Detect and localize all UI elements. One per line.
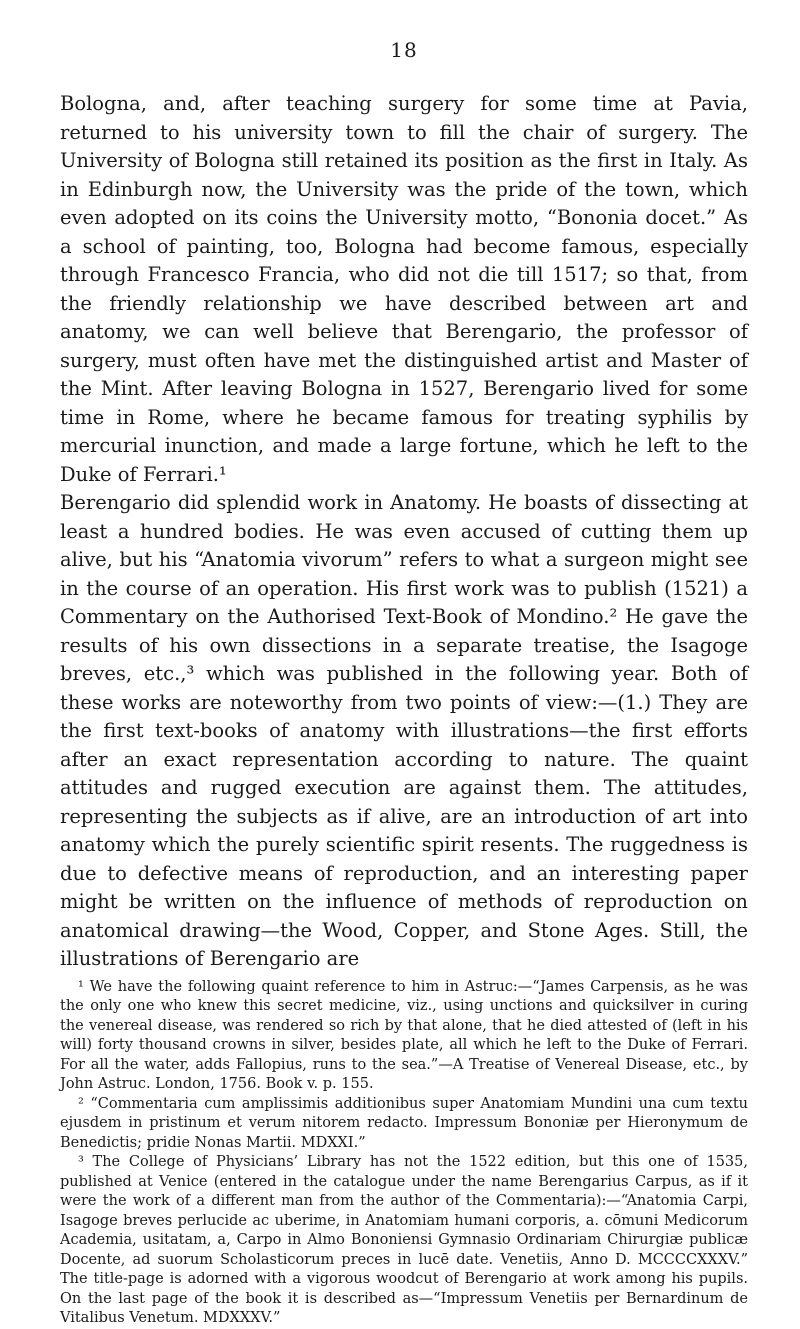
paragraph: Berengario did splendid work in Anatomy. He boasts of dissecting at least a hundred bodies. He was even accused of cutting them up alive, but his “Anatomia vivorum” refers to what a surgeon might see in the course of an operation. His first work was to publish (1521) a Commentary on the Authorised Text-Book of Mondino.² He gave the results of his own dissections in a separate treatise, the Isagoge breves, etc.,³ which was published in the following year. Both of these works are noteworthy from two points of view:—(1.) They are the first text-books of anatomy with illustrations—the first efforts after an exact representation according to nature. The quaint attitudes and rugged execution are against them. The attitudes, representing the subjects as if alive, are an introduction of art into anatomy which the purely scientific spirit resents. The ruggedness is due to defective means of reproduction, and an interesting paper might be written on the influence of methods of reproduction on anatomical drawing—the Wood, Copper, and Stone Ages. Still, the illustrations of Berengario are xyxy=(60,491,748,970)
footnotes xyxy=(60,978,748,1329)
main-text xyxy=(60,90,748,974)
footnote: ² “Commentaria cum amplissimis additionibus super Anatomiam Mundini una cum textu ejusdem in pristinum et verum nitorem redacto. Impressum Bononiæ per Hieronymum de Benedictis; pridie Nonas Martii. MDXXI.” xyxy=(60,1095,748,1151)
book-page xyxy=(60,38,748,1329)
paragraph: Bologna, and, after teaching surgery for some time at Pavia, returned to his university town to fill the chair of surgery. The University of Bologna still retained its position as the first in Italy. As in Edinburgh now, the University was the pride of the town, which even adopted on its coins the University motto, “Bononia docet.” As a school of painting, too, Bologna had become famous, especially through Francesco Francia, who did not die till 1517; so that, from the friendly relationship we have described between art and anatomy, we can well believe that Berengario, the professor of surgery, must often have met the distinguished artist and Master of the Mint. After leaving Bologna in 1527, Berengario lived for some time in Rome, where he became famous for treating syphilis by mercurial inunction, and made a large fortune, which he left to the Duke of Ferrari.¹ xyxy=(60,92,748,486)
page-number: 18 xyxy=(390,38,418,62)
footnote: ¹ We have the following quaint reference to him in Astruc:—“James Carpensis, as he was the only one who knew this secret medicine, viz., using unctions and quicksilver in curing the venereal disease, was rendered so rich by that alone, that he died attested of (left in his will) forty thousand crowns in silver, besides plate, all which he left to the Duke of Ferrari. For all the water, adds Fallopius, runs to the sea.”—A Treatise of Venereal Disease, etc., by John Astruc. London, 1756. Book v. p. 155. xyxy=(60,978,748,1092)
footnote: ³ The College of Physicians’ Library has not the 1522 edition, but this one of 1535, published at Venice (entered in the catalogue under the name Berengarius Carpus, as if it were the work of a different man from the author of the Commentaria):—“Anatomia Carpi, Isagoge breves perlucide ac uberime, in Anatomiam humani corporis, a. cōmuni Medicorum Academia, usitatam, a, Carpo in Almo Bononiensi Gymnasio Ordinariam Chirurgiæ publicæ Docente, ad suorum Scholasticorum preces in lucē date. Venetiis, Anno D. MCCCCXXXV.” The title-page is adorned with a vigorous woodcut of Berengario at work among his pupils. On the last page of the book it is described as—“Impressum Venetiis per Bernardinum de Vitalibus Venetum. MDXXXV.” xyxy=(60,1154,748,1326)
